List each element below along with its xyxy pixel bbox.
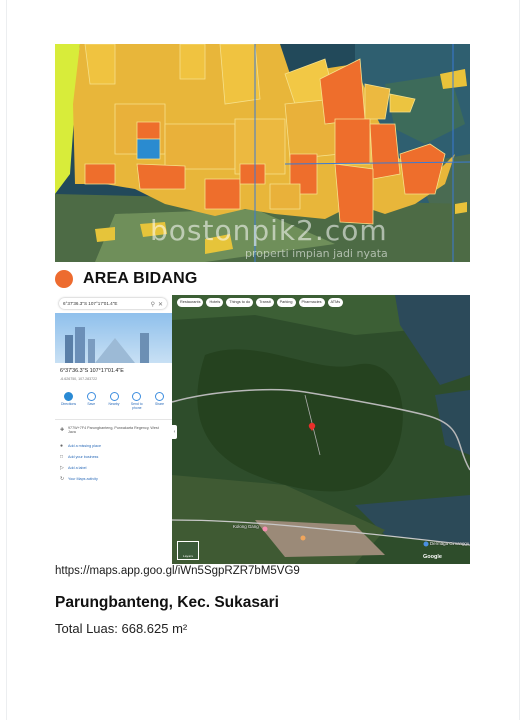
nearby-icon <box>110 392 119 401</box>
google-logo: Google <box>423 554 442 560</box>
save-button[interactable]: Save <box>81 392 102 410</box>
location-title: Parungbanteng, Kec. Sukasari <box>55 594 279 611</box>
phone-icon <box>132 392 141 401</box>
legend-label: AREA BIDANG <box>83 270 198 287</box>
maps-activity-row[interactable]: ↻ Your Maps activity <box>60 476 98 482</box>
bookmark-icon <box>87 392 96 401</box>
chip-parking[interactable]: Parking <box>277 298 296 307</box>
chip-things-to-do[interactable]: Things to do <box>226 298 253 307</box>
add-missing-place-row[interactable]: ● Add a missing place <box>60 443 102 449</box>
coordinates-decimal: -6.626750, 107.283722 <box>60 377 98 381</box>
google-maps-screenshot <box>55 295 470 564</box>
chip-pharmacies[interactable]: Pharmacies <box>299 298 325 307</box>
street-photo[interactable] <box>55 313 172 363</box>
share-button[interactable]: Share <box>149 392 170 410</box>
search-input[interactable] <box>59 298 167 309</box>
coordinates-title: 6°37'36.3"S 107°17'01.4"E <box>60 368 124 374</box>
plus-code-row[interactable] <box>60 426 165 434</box>
chip-hotels[interactable]: Hotels <box>206 298 223 307</box>
action-buttons <box>58 392 170 410</box>
watermark-brand: bostonpik2.com <box>150 214 388 247</box>
maps-side-panel <box>55 295 172 564</box>
close-icon[interactable]: ✕ <box>157 302 163 308</box>
plus-code-icon: ✚ <box>60 427 65 433</box>
legend <box>55 268 198 290</box>
address-text: 977W+7F4 Parungbanteng, Purwakarta Regency, West Java <box>68 426 159 434</box>
divider <box>55 419 172 420</box>
chip-restaurants[interactable]: Restaurants <box>177 298 203 307</box>
category-chips <box>177 298 343 307</box>
plot-map-image <box>55 44 470 262</box>
send-to-phone-button[interactable]: Send to phone <box>126 392 147 410</box>
add-label-row[interactable]: ▷ Add a label <box>60 465 87 471</box>
search-value: 6°37'36.3"S 107°17'01.4"E <box>63 301 118 306</box>
chip-atms[interactable]: ATMs <box>328 298 344 307</box>
watermark-tagline: properti impian jadi nyata <box>245 247 388 260</box>
add-business-row[interactable]: □ Add your business <box>60 454 99 460</box>
chip-transit[interactable]: Transit <box>256 298 273 307</box>
label-icon: ▷ <box>60 465 64 471</box>
maps-link[interactable]: https://maps.app.goo.gl/iWn5SgpRZR7bM5VG9 <box>55 565 300 577</box>
business-icon: □ <box>60 454 64 460</box>
directions-icon <box>64 392 73 401</box>
pin-icon: ● <box>60 443 64 449</box>
place-label[interactable]: Kolong Gang <box>233 524 259 529</box>
legend-swatch <box>55 270 73 288</box>
total-area: Total Luas: 668.625 m² <box>55 621 188 636</box>
layers-button[interactable]: Layers <box>177 541 199 560</box>
share-icon <box>155 392 164 401</box>
search-icon[interactable]: ⚲ <box>150 302 155 308</box>
place-label[interactable]: Dermaga Cimanggu <box>430 541 470 546</box>
history-icon: ↻ <box>60 476 65 482</box>
nearby-button[interactable]: Nearby <box>104 392 125 410</box>
collapse-panel-button[interactable]: ‹ <box>172 425 177 439</box>
directions-button[interactable]: Directions <box>58 392 79 410</box>
